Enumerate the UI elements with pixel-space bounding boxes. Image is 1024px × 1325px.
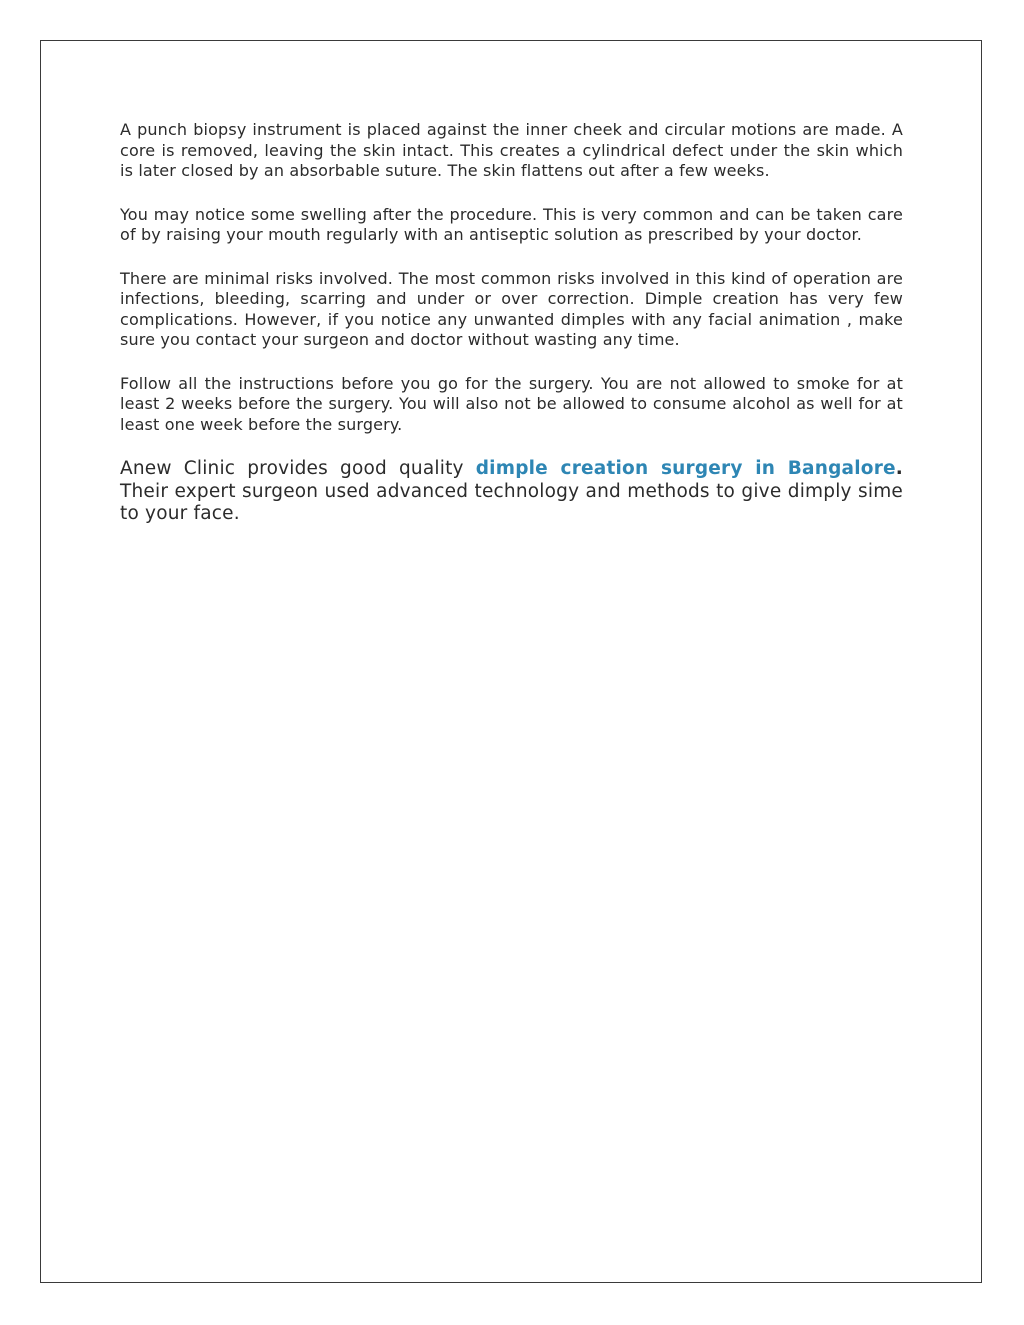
paragraph-aftercare: You may notice some swelling after the procedure. This is very common and can be taken care of by raising your mouth regularly with an antiseptic solution as prescribed by your doctor.	[120, 204, 903, 244]
closing-text-after-link: Their expert surgeon used advanced technology and methods to give dimply sime to your face.	[120, 480, 903, 524]
dimple-surgery-link[interactable]: dimple creation surgery in Bangalore	[475, 458, 896, 479]
paragraph-preparation: Follow all the instructions before you go for the surgery. You are not allowed to smoke for at least 2 weeks before the surgery. You will also not be allowed to consume alcohol as well for at least one week before the surgery.	[120, 373, 903, 434]
closing-text-before-link: Anew Clinic provides good quality	[120, 458, 476, 479]
document-body	[120, 120, 903, 549]
paragraph-procedure: A punch biopsy instrument is placed against the inner cheek and circular motions are made. A core is removed, leaving the skin intact. This creates a cylindrical defect under the skin which is later closed by an absorbable suture. The skin flattens out after a few weeks.	[120, 120, 903, 180]
paragraph-closing	[120, 458, 903, 526]
paragraph-risks: There are minimal risks involved. The most common risks involved in this kind of operation are infections, bleeding, scarring and under or over correction. Dimple creation has very few complications. However, if you notice any unwanted dimples with any facial animation , make sure you contact your surgeon and doctor without wasting any time.	[120, 268, 903, 349]
closing-period: .	[895, 458, 903, 479]
